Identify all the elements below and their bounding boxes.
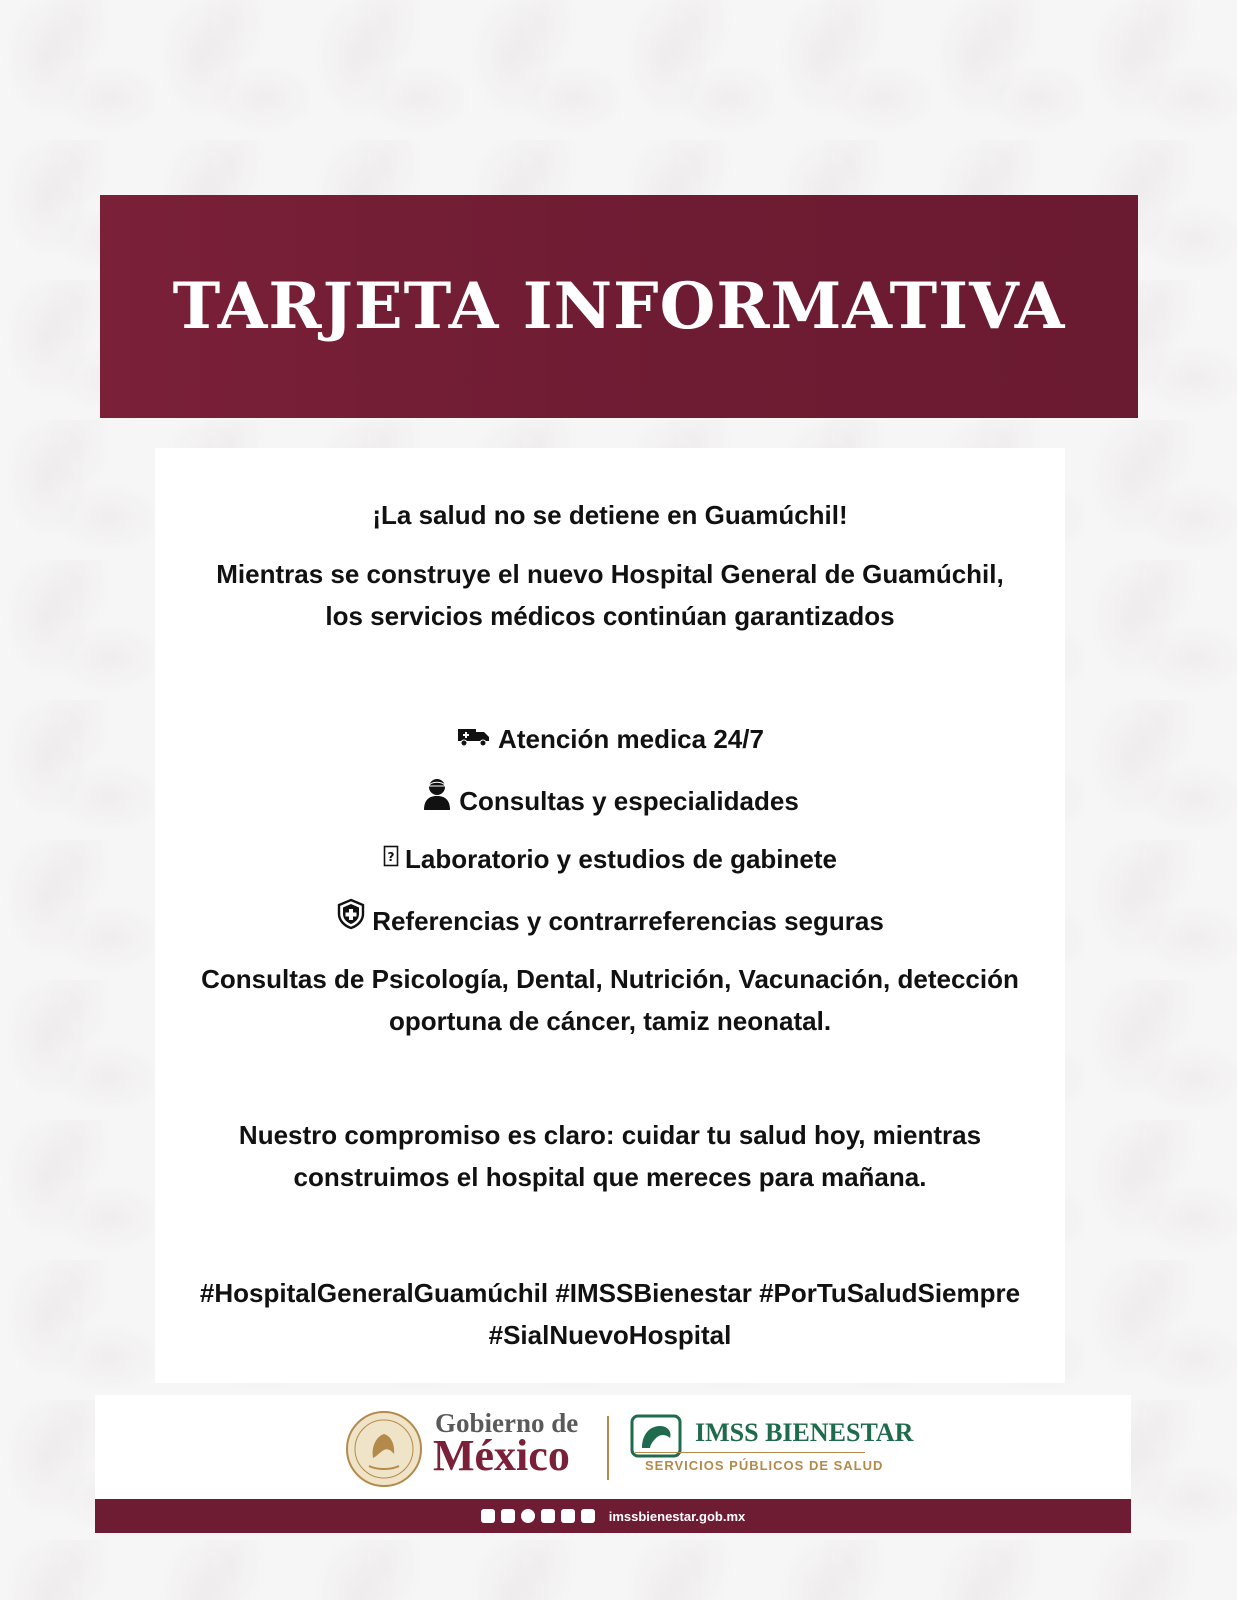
- facebook-icon[interactable]: [481, 1509, 495, 1523]
- tiktok-icon[interactable]: [561, 1509, 575, 1523]
- instagram-icon[interactable]: [521, 1509, 535, 1523]
- ambulance-icon: [456, 717, 492, 759]
- footer-logos: [345, 1408, 945, 1490]
- linkedin-icon[interactable]: [581, 1509, 595, 1523]
- service-label: Atención medica 24/7: [498, 724, 764, 754]
- header-banner: [100, 195, 1138, 418]
- intro-line-1: Mientras se construye el nuevo Hospital General de Guamúchil,: [216, 559, 1004, 589]
- doctor-icon: [421, 777, 453, 823]
- service-label: Consultas y especialidades: [459, 786, 799, 816]
- shield-cross-icon: [336, 898, 366, 942]
- commitment-line-1: Nuestro compromiso es claro: cuidar tu salud hoy, mientras: [238, 1120, 982, 1150]
- youtube-icon[interactable]: [541, 1509, 555, 1523]
- imss-emblem-icon: [630, 1414, 682, 1463]
- mexico-seal-icon: [345, 1410, 423, 1493]
- logo-divider: [607, 1416, 609, 1480]
- intro-line-2: los servicios médicos continúan garantizados: [325, 601, 895, 631]
- footer-url[interactable]: imssbienestar.gob.mx: [608, 1508, 746, 1524]
- svg-text:?: ?: [387, 850, 395, 865]
- service-label: Referencias y contrarreferencias seguras: [372, 906, 884, 936]
- page-title: TARJETA INFORMATIVA: [172, 269, 1066, 344]
- imss-logo-title: IMSS BIENESTAR: [695, 1418, 914, 1447]
- other-services-line-1: Consultas de Psicología, Dental, Nutrición, Vacunación, detección: [201, 964, 1019, 994]
- imss-logo-rule: [635, 1452, 865, 1453]
- other-services-line-2: oportuna de cáncer, tamiz neonatal.: [388, 1006, 832, 1036]
- commitment-line-2: construimos el hospital que mereces para mañana.: [293, 1162, 927, 1192]
- hashtags-line-1: #HospitalGeneralGuamúchil #IMSSBienestar #PorTuSaludSiempre: [199, 1278, 1021, 1308]
- headline: ¡La salud no se detiene en Guamúchil!: [372, 500, 848, 530]
- missing-glyph-icon: [383, 837, 399, 879]
- service-item-laboratory: [155, 838, 1065, 882]
- gobierno-logo-line-1: Gobierno de: [435, 1408, 579, 1438]
- footer-bar: [95, 1499, 1131, 1533]
- hashtags-line-2: #SialNuevoHospital: [488, 1320, 732, 1350]
- service-item-consultations: [155, 780, 1065, 826]
- service-item-references: [155, 900, 1065, 945]
- imss-logo-subtitle: SERVICIOS PÚBLICOS DE SALUD: [645, 1458, 884, 1473]
- twitter-icon[interactable]: [501, 1509, 515, 1523]
- service-item-emergency: [155, 718, 1065, 762]
- service-label: Laboratorio y estudios de gabinete: [405, 844, 837, 874]
- gobierno-logo-line-2: México: [433, 1431, 570, 1480]
